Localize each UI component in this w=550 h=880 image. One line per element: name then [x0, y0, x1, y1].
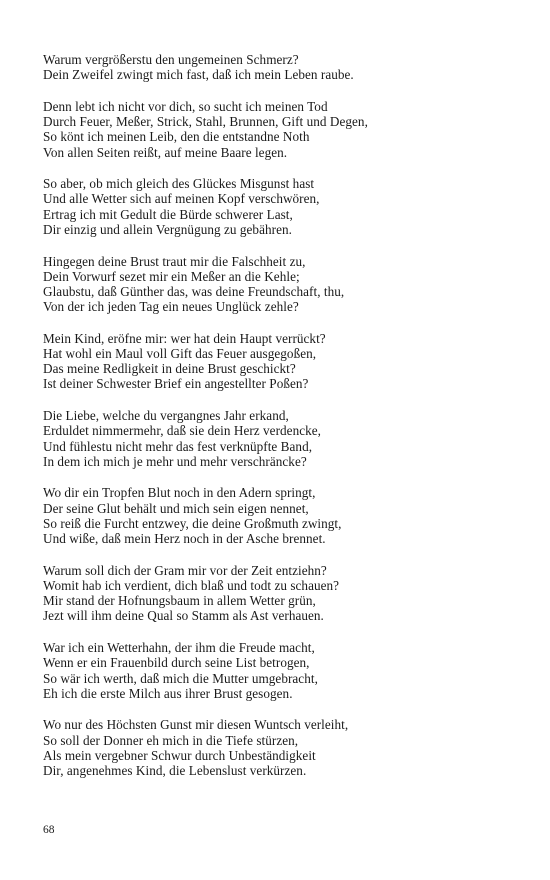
poem-line: So soll der Donner eh mich in die Tiefe stürzen,	[43, 732, 299, 748]
poem-line: Dir einzig und allein Vergnügung zu gebähren.	[43, 221, 292, 237]
poem-line: So wär ich werth, daß mich die Mutter umgebracht,	[43, 670, 318, 686]
stanza-4	[43, 254, 513, 315]
poem-line: Und fühlestu nicht mehr das fest verknüpfte Band,	[43, 438, 313, 454]
poem-line: Wo nur des Höchsten Gunst mir diesen Wuntsch verleiht,	[43, 717, 349, 733]
poem-line: Das meine Redligkeit in deine Brust geschickt?	[43, 361, 296, 377]
poem-line: Ist deiner Schwester Brief ein angestellter Poßen?	[43, 376, 309, 392]
poem-line: Dir, angenehmes Kind, die Lebenslust verkürzen.	[43, 763, 307, 779]
poem-line: Von allen Seiten reißt, auf meine Baare legen.	[43, 144, 288, 160]
poem-line: Und alle Wetter sich auf meinen Kopf verschwören,	[43, 191, 320, 207]
stanza-2	[43, 99, 513, 160]
poem-line: Glaubstu, daß Günther das, was deine Freundschaft, thu,	[43, 283, 345, 299]
poem-line: War ich ein Wetterhahn, der ihm die Freude macht,	[43, 640, 315, 656]
poem-line: Warum vergrößerstu den ungemeinen Schmerz?	[43, 52, 299, 67]
stanza-10	[43, 717, 513, 778]
poem-line: Jezt will ihm deine Qual so Stamm als Ast verhauen.	[43, 608, 324, 624]
poem-line: Ertrag ich mit Gedult die Bürde schwerer Last,	[43, 206, 293, 222]
poem-line: Hat wohl ein Maul voll Gift das Feuer ausgegoßen,	[43, 346, 317, 362]
poem-line: Denn lebt ich nicht vor dich, so sucht ich meinen Tod	[43, 98, 328, 114]
poem-line: Wo dir ein Tropfen Blut noch in den Adern springt,	[43, 485, 316, 501]
stanza-3	[43, 176, 513, 237]
stanza-5	[43, 331, 513, 392]
poem-body	[43, 52, 513, 795]
poem-line: So reiß die Furcht entzwey, die deine Großmuth zwingt,	[43, 515, 342, 531]
stanza-1	[43, 52, 513, 82]
poem-line: So aber, ob mich gleich des Glückes Misgunst hast	[43, 176, 315, 192]
poem-line: Mein Kind, eröfne mir: wer hat dein Haupt verrückt?	[43, 330, 326, 346]
poem-line: Hingegen deine Brust traut mir die Falschheit zu,	[43, 253, 306, 269]
poem-line: Die Liebe, welche du vergangnes Jahr erkand,	[43, 408, 289, 424]
poem-line: Warum soll dich der Gram mir vor der Zeit entziehn?	[43, 562, 327, 578]
poem-line: In dem ich mich je mehr und mehr verschräncke?	[43, 453, 307, 469]
poem-line: Dein Zweifel zwingt mich fast, daß ich mein Leben raube.	[43, 67, 354, 83]
poem-line: Wenn er ein Frauenbild durch seine List betrogen,	[43, 655, 310, 671]
stanza-7	[43, 485, 513, 546]
poem-line: Eh ich die erste Milch aus ihrer Brust gesogen.	[43, 685, 293, 701]
poem-line: Dein Vorwurf sezet mir ein Meßer an die Kehle;	[43, 268, 300, 284]
stanza-8	[43, 563, 513, 624]
poem-line: So könt ich meinen Leib, den die entstandne Noth	[43, 129, 310, 145]
stanza-6	[43, 408, 513, 469]
poem-line: Als mein vergebner Schwur durch Unbeständigkeit	[43, 747, 316, 763]
poem-line: Mir stand der Hofnungsbaum in allem Wetter grün,	[43, 593, 316, 609]
page-number: 68	[43, 824, 55, 836]
poem-line: Und wiße, daß mein Herz noch in der Asche brennet.	[43, 531, 326, 547]
poem-line: Von der ich jeden Tag ein neues Unglück zehle?	[43, 299, 299, 315]
stanza-9	[43, 640, 513, 701]
poem-line: Erduldet nimmermehr, daß sie dein Herz verdencke,	[43, 423, 322, 439]
poem-line: Womit hab ich verdient, dich blaß und todt zu schauen?	[43, 577, 340, 593]
poem-line: Der seine Glut behält und mich sein eigen nennet,	[43, 500, 309, 516]
poem-line: Durch Feuer, Meßer, Strick, Stahl, Brunnen, Gift und Degen,	[43, 114, 368, 130]
